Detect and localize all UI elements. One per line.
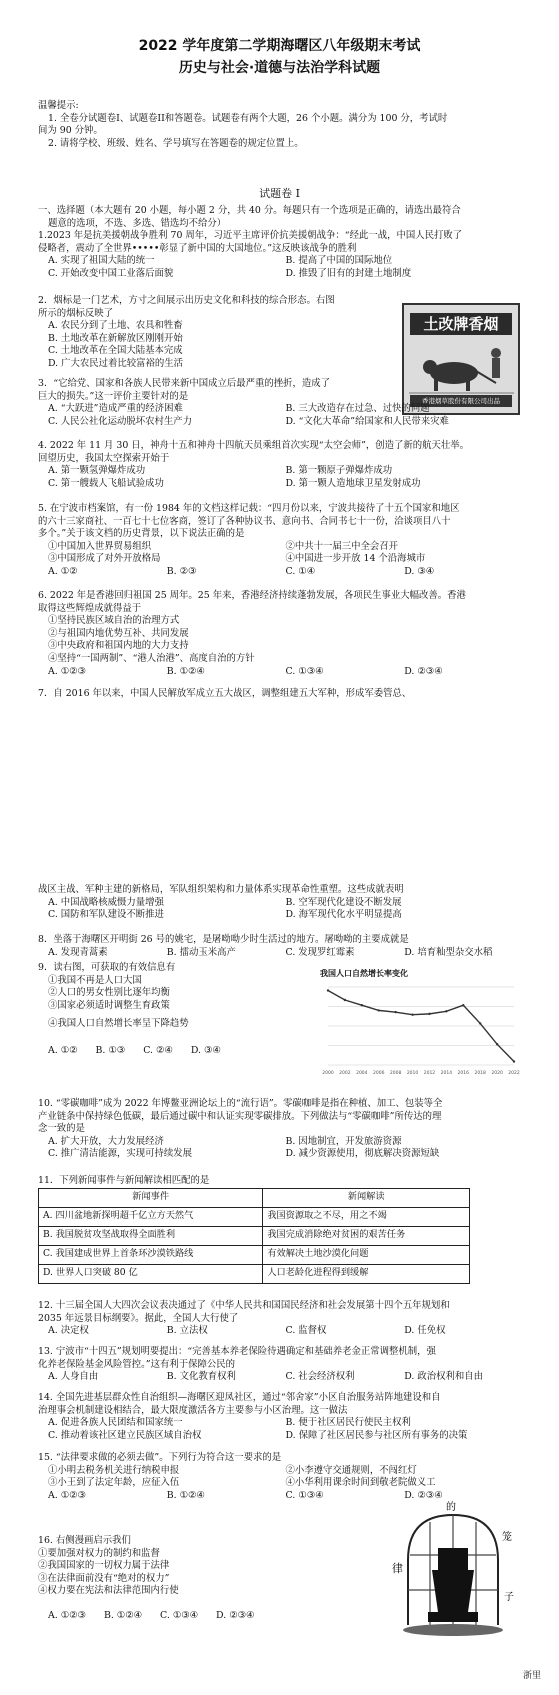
question-options: [38, 1325, 523, 1338]
question-stem: 治理事会机制建设相结合，最大限度激活各方主要参与小区治理。这一做法: [38, 1404, 348, 1416]
question-stem: 7．自 2016 年以来，中国人民解放军成立五大战区，调整组建五大军种，形成军委管总、: [38, 688, 412, 699]
x-tick-label: 2008: [389, 1070, 402, 1076]
data-point: [411, 1013, 413, 1015]
data-point: [344, 998, 346, 1000]
option-a: A. 农民分到了土地、农具和牲畜: [48, 320, 183, 332]
option-b: B. 三大改造存在过急、过快的问题: [285, 403, 430, 415]
population-growth-chart: [320, 968, 520, 1078]
question-stem: 所示的烟标反映了: [38, 307, 114, 319]
option-c: C. ①④: [285, 565, 316, 577]
x-tick-label: 2010: [406, 1070, 419, 1076]
data-point: [327, 989, 329, 991]
question-stem: 16. 右侧漫画启示我们: [38, 1535, 131, 1546]
statement: ③中央政府和祖国内地的大力支持: [48, 640, 189, 652]
statement: ③国家必须适时调整生育政策: [48, 999, 170, 1011]
table-cell: 我国资源取之不尽，用之不竭: [263, 1207, 470, 1226]
section-title: 试题卷 I: [259, 187, 300, 200]
question-block: [38, 1300, 523, 1338]
question-block: [38, 1175, 523, 1284]
statement: ④小华利用课余时间到敬老院做义工: [285, 1477, 436, 1489]
cartoon-label: 笼: [502, 1532, 512, 1543]
question-block: [38, 688, 523, 701]
table-row: [39, 1207, 470, 1226]
question-options: [38, 255, 523, 280]
table-header: 新闻解读: [263, 1188, 470, 1207]
table-cell: C. 我国建成世界上首条环沙漠铁路线: [39, 1245, 263, 1264]
question-stem: 13. 宁波市“十四五”规划明要提出：“完善基本养老保险待遇确定和基础养老金正常调整机制，强: [38, 1346, 436, 1357]
question-stem: 战区主战、军种主建的新格局，军队组织架构和力量体系实现革命性重塑。这些成就表明: [38, 884, 404, 895]
data-point: [462, 1004, 464, 1006]
option-a: A. 第一颗氢弹爆炸成功: [48, 465, 146, 477]
tips-heading: 温馨提示:: [38, 100, 79, 111]
option-d: D. 海军现代化水平明显提高: [285, 909, 402, 921]
question-options: [38, 897, 523, 922]
question-stem: 取得这些辉煌成就得益于: [38, 602, 142, 614]
question-block: [38, 962, 318, 1058]
question-block: [38, 1098, 523, 1161]
option-b: B. 擂动玉米高产: [166, 946, 236, 958]
option-a: A. 人身自由: [48, 1371, 99, 1383]
option-d: D. 广大农民过着比较富裕的生活: [48, 357, 184, 369]
question-stem: 11．下列新闻事件与新闻解读相匹配的是: [38, 1175, 210, 1186]
question-stem: 10. “零碳咖啡”成为 2022 年博鳌亚洲论坛上的“流行语”。零碳咖啡是指在种植、加工、包装等全: [38, 1098, 443, 1109]
tips-line: 间为 90 分钟。: [38, 125, 103, 137]
part-instructions: 题意的选项，不选、多选、错选均不给分）: [48, 217, 227, 229]
option-d: D. 培育籼型杂交水稻: [404, 946, 493, 958]
table-cell: 我国完成消除绝对贫困的艰苦任务: [263, 1226, 470, 1245]
cage-illustration: [388, 1500, 518, 1645]
option-a: A. 中国战略核威慑力量增强: [48, 896, 164, 908]
cartoon-label: 的: [446, 1502, 456, 1513]
option-d: D. ③④: [404, 565, 435, 577]
option-c: C. ②④: [143, 1044, 173, 1056]
question-block: [38, 884, 523, 922]
option-c: C. 发现罗红霉素: [285, 946, 355, 958]
option-c: C. 社会经济权利: [285, 1371, 355, 1383]
option-d: D. ②③④: [216, 1609, 255, 1621]
option-a: A. ①②③: [48, 1489, 86, 1501]
statement: ④坚持“一国两制”、“港人治港”、高度自治的方针: [48, 652, 255, 664]
x-tick-label: 2014: [440, 1070, 453, 1076]
question-options: [38, 1610, 358, 1623]
x-tick-label: 2006: [373, 1070, 385, 1076]
option-b: B. 提高了中国的国际地位: [285, 255, 393, 267]
statement: ④权力要在宪法和法律范围内行使: [38, 1585, 179, 1597]
question-stem: 6. 2022 年是香港回归祖国 25 周年。25 年来，香港经济持续蓬勃发展，各项民生事业大幅改善。香港: [38, 590, 466, 601]
question-block: [38, 295, 398, 371]
table-row: [39, 1245, 470, 1264]
chart-title: 我国人口自然增长率变化: [320, 969, 408, 978]
statement: ②小李遵守交通规则，不闯红灯: [285, 1464, 417, 1476]
question-stem: 15. “法律要求做的必须去做”。下列行为符合这一要求的是: [38, 1452, 282, 1463]
option-d: D. 第一颗人造地球卫星发射成功: [285, 477, 421, 489]
option-b: B. 空军现代化建设不断发展: [285, 896, 402, 908]
data-point: [513, 1060, 515, 1062]
statement: ①我国不再是人口大国: [48, 974, 142, 986]
statement: ③中国形成了对外开放格局: [48, 553, 161, 565]
option-d: D. 政治权利和自由: [404, 1371, 484, 1383]
option-c: C. ①③④: [285, 1489, 324, 1501]
question-block: [38, 590, 523, 678]
question-stem: 产业链条中保持绿色低碳，最后通过碳中和认证实现零碳排放。下列做法与“零碳咖啡”所传达的理: [38, 1110, 442, 1122]
question-block: [38, 1392, 523, 1442]
option-b: B. ①③: [95, 1044, 126, 1056]
option-d: D. 推毁了旧有的封建土地制度: [285, 267, 412, 279]
option-b: B. 第一颗原子弹爆炸成功: [285, 465, 393, 477]
question-options: [38, 465, 523, 490]
option-b: B. 文化教育权利: [166, 1371, 236, 1383]
question-block: [38, 1535, 358, 1623]
option-c: C. 国防和军队建设不断推进: [48, 909, 164, 921]
question-statements: [38, 541, 523, 566]
option-b: B. 立法权: [166, 1325, 208, 1337]
question-options: [38, 1045, 318, 1058]
table-cell: 有效解决土地沙漠化问题: [263, 1245, 470, 1264]
option-a: A. 实现了祖国大陆的统一: [48, 255, 155, 267]
data-point: [479, 1022, 481, 1024]
option-c: C. 第一艘载人飞船试验成功: [48, 477, 164, 489]
option-d: D. “文化大革命”给国家和人民带来灾难: [285, 415, 449, 427]
cartoon-label: 律: [392, 1562, 403, 1575]
option-c: C. 推广清洁能源，实现可持续发展: [48, 1148, 193, 1160]
x-tick-label: 2000: [322, 1070, 334, 1076]
option-c: C. ①③④: [285, 665, 324, 677]
option-a: A. ①②: [48, 1044, 78, 1056]
option-d: D. 任免权: [404, 1325, 446, 1337]
question-options: [38, 403, 523, 428]
table-cell: D. 世界人口突破 80 亿: [39, 1264, 263, 1283]
statement: ①要加强对权力的制约和监督: [38, 1547, 160, 1559]
question-block: [38, 378, 523, 428]
question-block: [38, 503, 523, 579]
statement: ③小王到了法定年龄，应征入伍: [48, 1477, 180, 1489]
part-instructions: 一、选择题（本大题有 20 小题，每小题 2 分，共 40 分。每题只有一个选项是正确的，请选出最符合: [38, 205, 461, 216]
question-stem: 3．“它给党、国家和各族人民带来新中国成立后最严重的挫折，造成了: [38, 378, 331, 389]
statement: ②我国国家的一切权力属于法律: [38, 1560, 170, 1572]
statement: ②人口的男女性别比逐年均衡: [48, 987, 170, 999]
question-stem: 9．读右图，可获取的有效信息有: [38, 962, 176, 973]
option-b: B. ①②④: [166, 1489, 205, 1501]
question-stem: 12. 十三届全国人大四次会议表决通过了《中华人民共和国国民经济和社会发展第十四个五年规划和: [38, 1300, 450, 1311]
question-stem: 巨大的损失。”这一评价主要针对的是: [38, 390, 189, 402]
statement: ②与祖国内地优势互补、共同发展: [48, 627, 189, 639]
statement: ①中国加入世界贸易组织: [48, 540, 152, 552]
question-stem: 化养老保险基金风险管控。”这有利于保障公民的: [38, 1358, 235, 1370]
option-b: B. ①②④: [103, 1609, 143, 1621]
question-stem: 回望历史，我国太空探索开始于: [38, 452, 170, 464]
option-a: A. 决定权: [48, 1325, 89, 1337]
question-stem: 2．烟标是一门艺术，方寸之间展示出历史文化和科技的综合形态。右图: [38, 295, 335, 306]
table-row: [39, 1226, 470, 1245]
data-point: [378, 1009, 380, 1011]
x-tick-label: 2016: [457, 1070, 469, 1076]
data-point: [496, 1043, 498, 1045]
option-a: A. “大跃进”造成严重的经济困难: [48, 403, 183, 415]
data-point: [394, 1011, 396, 1013]
question-stem: 8．坐落于海曙区开明街 26 号的姚宅，是屠呦呦少时生活过的地方。屠呦呦的主要成就是: [38, 934, 409, 945]
table-cell: A. 四川盆地新探明超千亿立方天然气: [39, 1207, 263, 1226]
question-stem: 念一致的是: [38, 1123, 85, 1135]
question-stem: 14. 全国先进基层群众性自治组织—海曙区迎凤社区，通过“邻舍家”小区自治服务站阵地建设和自: [38, 1392, 441, 1403]
cartoon-label: 子: [504, 1592, 514, 1603]
question-options: [38, 566, 523, 579]
poster-footer: 香港烟草股份有限公司出品: [410, 395, 512, 407]
x-tick-label: 2002: [339, 1070, 351, 1076]
option-b: B. 土地改革在新解放区刚刚开始: [48, 332, 183, 344]
x-tick-label: 2012: [423, 1070, 436, 1076]
table-header-row: [39, 1188, 470, 1207]
table-cell: B. 我国脱贫攻坚战取得全面胜利: [39, 1226, 263, 1245]
option-b: B. 便于社区居民行使民主权利: [285, 1417, 411, 1429]
option-a: A. 发现青蒿素: [48, 946, 108, 958]
tips-line: 1. 全卷分试题卷I、试题卷II和答题卷。试题卷有两个大题，26 个小题。满分为 100 分，考试时: [48, 112, 448, 124]
option-a: A. 促进各族人民团结和国家统一: [48, 1417, 183, 1429]
table-cell: 人口老龄化进程得到缓解: [263, 1264, 470, 1283]
option-a: A. ①②③: [48, 1609, 86, 1621]
question-options: [38, 1417, 523, 1442]
question-stem: 5. 在宁波市档案馆，有一份 1984 年的文档这样记载：“四月份以来，宁波共接待了十五个国家和地区: [38, 503, 460, 514]
question-block: [38, 1346, 523, 1384]
option-c: C. 土地改革在全国大陆基本完成: [48, 345, 183, 357]
news-table: [38, 1188, 470, 1284]
option-d: D. 减少资源使用，彻底解决资源短缺: [285, 1148, 440, 1160]
question-block: [38, 934, 523, 959]
x-tick-label: 2022: [508, 1070, 520, 1076]
option-d: D. ②③④: [404, 1489, 443, 1501]
question-block: [38, 205, 523, 281]
option-a: A. 扩大开放，大力发展经济: [48, 1135, 164, 1147]
question-statements: [38, 1465, 523, 1490]
option-b: B. 因地制宜，开发旅游资源: [285, 1135, 402, 1147]
x-tick-label: 2004: [356, 1070, 368, 1076]
table-row: [39, 1264, 470, 1283]
power-cage-cartoon: [388, 1500, 518, 1645]
option-c: C. 开始改变中国工业落后面貌: [48, 267, 174, 279]
question-options: [38, 1136, 523, 1161]
exam-title: 2022 学年度第二学期海曙区八年级期末考试: [138, 38, 421, 54]
question-stem: 2035 年远景目标纲要》。据此，全国人大行使了: [38, 1312, 239, 1324]
option-c: C. 推动着该社区建立民族区域自治权: [48, 1429, 202, 1441]
x-tick-label: 2018: [474, 1070, 486, 1076]
question-stem: 多个。”关于该文档的历史背景，以下说法正确的是: [38, 528, 245, 540]
statement: ④我国人口自然增长率呈下降趋势: [48, 1018, 189, 1030]
statement: ④中国进一步开放 14 个沿海城市: [285, 553, 426, 565]
data-point: [428, 1012, 430, 1014]
question-stem: 1.2023 年是抗美援朝战争胜利 70 周年，习近平主席评价抗美援朝战争：“经此一战，中国人民打败了: [38, 230, 463, 242]
data-point: [445, 1010, 447, 1012]
option-c: C. ①③④: [160, 1609, 199, 1621]
question-stem: 侵略者，震动了全世界•••••彰显了新中国的大国地位。”这反映该战争的胜利: [38, 242, 357, 254]
chart-plot: [320, 981, 520, 1077]
question-block: [38, 1452, 523, 1502]
tips-section: [38, 100, 523, 150]
option-b: B. ②③: [166, 565, 197, 577]
question-stem: 4. 2022 年 11 月 30 日，神舟十五和神舟十四航天员乘组首次实现“太空会师”，创造了新的航天壮举。: [38, 440, 470, 451]
tips-line: 2. 请将学校、班级、姓名、学号填写在答题卷的规定位置上。: [48, 137, 304, 149]
option-d: D. 保障了社区居民参与社区所有事务的决策: [285, 1429, 468, 1441]
option-a: A. ①②: [48, 565, 78, 577]
statement: ①坚持民族区域自治的治理方式: [48, 615, 180, 627]
option-a: A. ①②③: [48, 665, 86, 677]
question-options: [38, 1371, 523, 1384]
option-c: C. 监督权: [285, 1325, 327, 1337]
question-stem: 的六十三家商社、一百七十七位客商，签订了各种协议书、意向书、合同书七十一份，洽谈项目八十: [38, 515, 451, 527]
question-block: [38, 440, 523, 490]
question-options: [38, 666, 523, 679]
poster-title: 土改牌香烟: [410, 313, 512, 335]
data-point: [361, 1004, 363, 1006]
question-options: [38, 947, 523, 960]
statement: ②中共十一届三中全会召开: [285, 540, 399, 552]
x-tick-label: 2020: [491, 1070, 503, 1076]
option-b: B. ①②④: [166, 665, 205, 677]
exam-subtitle: 历史与社会·道德与法治学科试题: [178, 60, 381, 76]
table-header: 新闻事件: [39, 1188, 263, 1207]
option-d: D. ②③④: [404, 665, 443, 677]
option-d: D. ③④: [190, 1044, 221, 1056]
corner-watermark: 浙里: [522, 1671, 541, 1682]
statement: ③在法律面前没有“绝对的权力”: [38, 1572, 170, 1584]
option-c: C. 人民公社化运动脱坏农村生产力: [48, 415, 193, 427]
statement: ①小明去税务机关进行纳税申报: [48, 1464, 180, 1476]
